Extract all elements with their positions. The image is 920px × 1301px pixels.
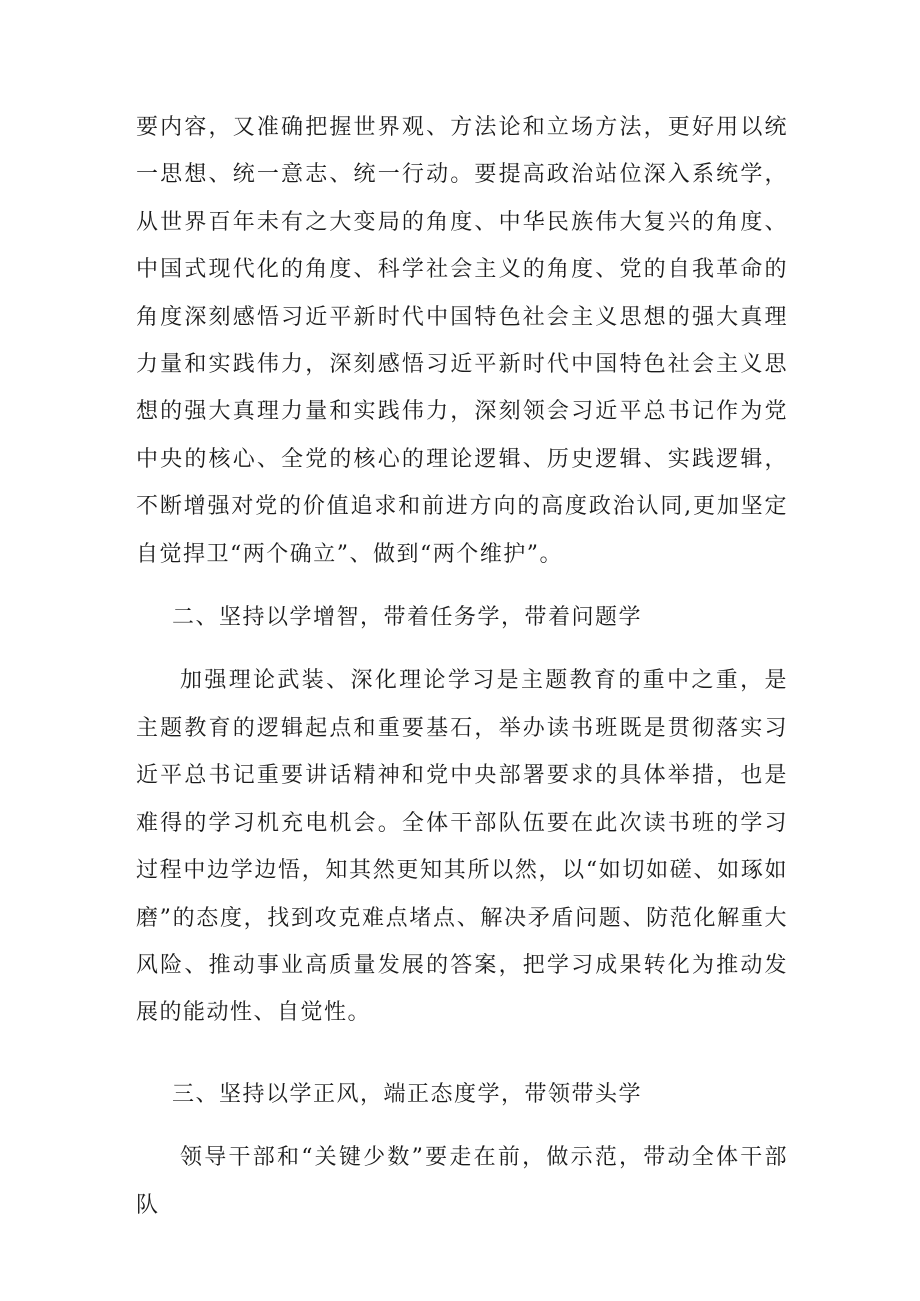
body-paragraph-3: 领导干部和“关键少数”要走在前，做示范，带动全体干部队 bbox=[136, 1145, 788, 1218]
section-heading-2: 二、坚持以学增智，带着任务学，带着问题学 bbox=[172, 605, 643, 631]
body-paragraph-continued: 要内容，又准确把握世界观、方法论和立场方法，更好用以统一思想、统一意志、统一行动。要提高政治站位深入系统学，从世界百年未有之大变局的角度、中华民族伟大复兴的角度、中国式现代化的角度、科学社会主义的角度、党的自我革命的角度深刻感悟习近平新时代中国特色社会主义思想的强大真理力量和实践伟力，深刻感悟习近平新时代中国特色社会主义思想的强大真理力量和实践伟力，深刻领会习近平总书记作为党中央的核心、全党的核心的理论逻辑、历史逻辑、实践逻辑，不断增强对党的价值追求和前进方向的高度政治认同,更加坚定自觉捍卫“两个确立”、做到“两个维护”。 bbox=[136, 115, 788, 567]
body-paragraph-2: 加强理论武装、深化理论学习是主题教育的重中之重，是主题教育的逻辑起点和重要基石，举办读书班既是贯彻落实习近平总书记重要讲话精神和党中央部署要求的具体举措，也是难得的学习机充电机会。全体干部队伍要在此次读书班的学习过程中边学边悟，知其然更知其所以然，以“如切如磋、如琢如磨”的态度，找到攻克难点堵点、解决矛盾问题、防范化解重大风险、推动事业高质量发展的答案，把学习成果转化为推动发展的能动性、自觉性。 bbox=[136, 668, 788, 1026]
section-heading-3: 三、坚持以学正风，端正态度学，带领带头学 bbox=[172, 1081, 643, 1107]
